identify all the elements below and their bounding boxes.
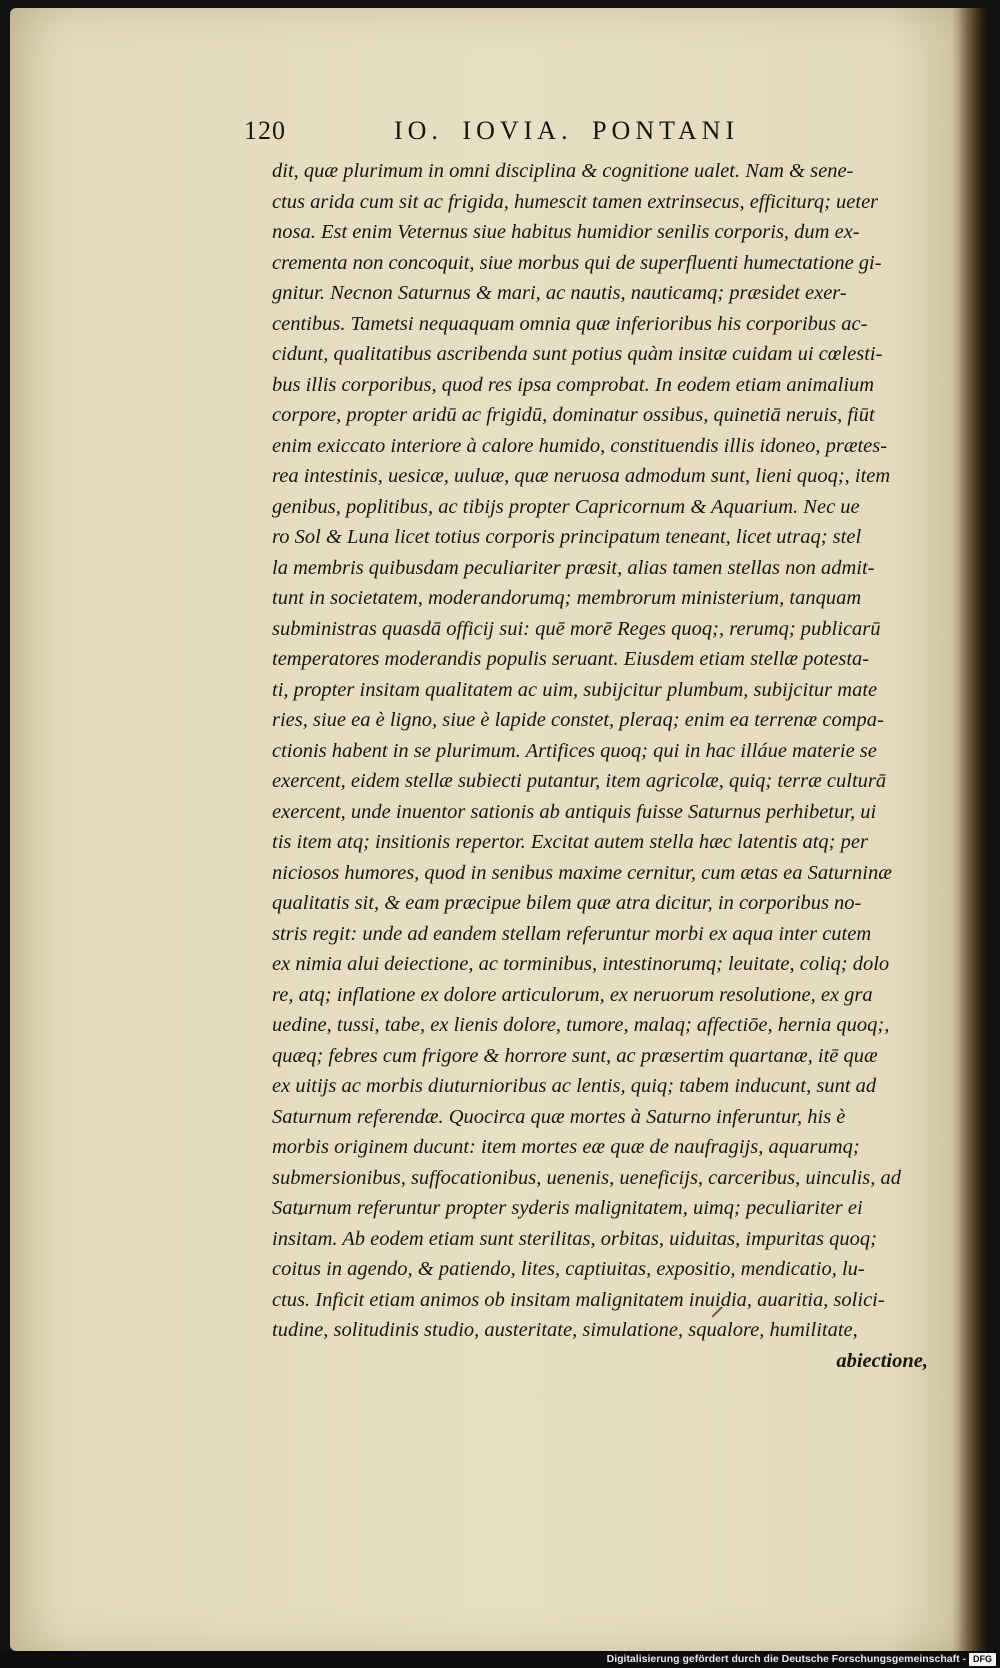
text-line: qualitatis sit, & eam præcipue bilem quæ atra dicitur, in corporibus no- [272, 892, 862, 914]
running-title: IO. IOVIA. PONTANI [394, 116, 740, 145]
text-line: ex uitijs ac morbis diuturnioribus ac lentis, quiq; tabem inducunt, sunt ad [272, 1075, 877, 1097]
text-line: coitus in agendo, & patiendo, lites, captiuitas, expositio, mendicatio, lu- [272, 1258, 865, 1280]
text-line: Saturnum referuntur propter syderis malignitatem, uimq; peculiariter ei [272, 1197, 863, 1219]
page-number: 120 [244, 116, 286, 145]
text-line: ctus arida cum sit ac frigida, humescit tamen extrinsecus, efficiturq; ueter [272, 190, 879, 213]
text-line: subministras quasdā officij sui: quē morē Reges quoq;, rerumq; publicarū [272, 617, 881, 640]
text-line: bus illis corporibus, quod res ipsa comprobat. In eodem etiam animalium [272, 373, 875, 396]
text-line: temperatores moderandis populis seruant. Eiusdem etiam stellæ potesta- [272, 648, 870, 670]
text-line: stris regit: unde ad eandem stellam referuntur morbi ex aqua inter cutem [272, 922, 872, 945]
text-line: nosa. Est enim Veternus siue habitus humidior senilis corporis, dum ex- [272, 221, 860, 243]
text-line: gnitur. Necnon Saturnus & mari, ac nautis, nauticamq; præsidet exer- [272, 282, 847, 304]
text-line: insitam. Ab eodem etiam sunt sterilitas, orbitas, uiduitas, impuritas quoq; [272, 1227, 877, 1250]
text-line: tudine, solitudinis studio, austeritate, simulatione, squalore, humilitate, [272, 1319, 858, 1341]
text-line: genibus, poplitibus, ac tibijs propter Capricornum & Aquarium. Nec ue [272, 495, 860, 518]
text-line: morbis originem ducunt: item mortes eæ quæ de naufragijs, aquarumq; [272, 1136, 860, 1158]
text-line: ries, siue ea è ligno, siue è lapide constet, pleraq; enim ea terrenæ compa- [272, 709, 884, 731]
text-line: niciosos humores, quod in senibus maxime cernitur, cum ætas ea Saturninæ [272, 861, 892, 884]
text-line: corpore, propter aridū ac frigidū, dominatur ossibus, quinetiā neruis, fiūt [272, 404, 875, 426]
text-line: la membris quibusdam peculiariter præsit, alias tamen stellas non admit- [272, 556, 875, 579]
page-header [244, 116, 814, 150]
body-text [272, 156, 940, 1376]
text-line: crementa non concoquit, siue morbus qui de superfluenti humectatione gi- [272, 251, 882, 274]
text-line: ex nimia alui deiectione, ac torminibus, intestinorumq; leuitate, coliq; dolo [272, 953, 890, 975]
text-line: ti, propter insitam qualitatem ac uim, subijcitur plumbum, subijcitur mate [272, 678, 878, 701]
text-line: ctus. Inficit etiam animos ob insitam malignitatem inuidia, auaritia, solici- [272, 1288, 885, 1311]
text-line: uedine, tussi, tabe, ex lienis dolore, tumore, malaq; affectiōe, hernia quoq;, [272, 1014, 890, 1036]
text-line: submersionibus, suffocationibus, uenenis, ueneficijs, carceribus, uinculis, ad [272, 1166, 901, 1189]
catchword: abiectione, [836, 1349, 928, 1372]
text-line: Saturnum referendæ. Quocirca quæ mortes à Saturno inferuntur, his è [272, 1105, 846, 1128]
text-line: rea intestinis, uesicæ, uuluæ, quæ neruosa admodum sunt, lieni quoq;, item [272, 465, 891, 487]
text-line: exercent, unde inuentor sationis ab antiquis fuisse Saturnus perhibetur, ui [272, 800, 877, 823]
text-line: re, atq; inflatione ex dolore articulorum, ex neruorum resolutione, ex gra [272, 983, 873, 1006]
text-line: exercent, eidem stellæ subiecti putantur, item agricolæ, quiq; terræ culturā [272, 770, 887, 792]
text-line: quæq; febres cum frigore & horrore sunt, ac præsertim quartanæ, itē quæ [272, 1044, 878, 1067]
text-line: ctionis habent in se plurimum. Artifices quoq; qui in hac illáue materie se [272, 739, 877, 762]
text-line: tis item atq; insitionis repertor. Excitat autem stella hæc latentis atq; per [272, 831, 868, 853]
text-line: centibus. Tametsi nequaquam omnia quæ inferioribus his corporibus ac- [272, 312, 868, 335]
text-line: cidunt, qualitatibus ascribenda sunt potius quàm insitæ cuidam ui cœlesti- [272, 343, 883, 365]
text-line: tunt in societatem, moderandorumq; membrorum ministerium, tanquam [272, 587, 862, 609]
text-line: enim exiccato interiore à calore humido, constituendis illis idoneo, prætes- [272, 434, 888, 457]
funding-credit: Digitalisierung gefördert durch die Deutsche Forschungsgemeinschaft - [606, 1653, 966, 1665]
dfg-logo: DFG [969, 1653, 996, 1666]
text-line: ro Sol & Luna licet totius corporis principatum teneant, licet utraq; stel [272, 526, 862, 548]
footer-bar [0, 1651, 1000, 1668]
text-line: dit, quæ plurimum in omni disciplina & cognitione ualet. Nam & sene- [272, 160, 854, 182]
